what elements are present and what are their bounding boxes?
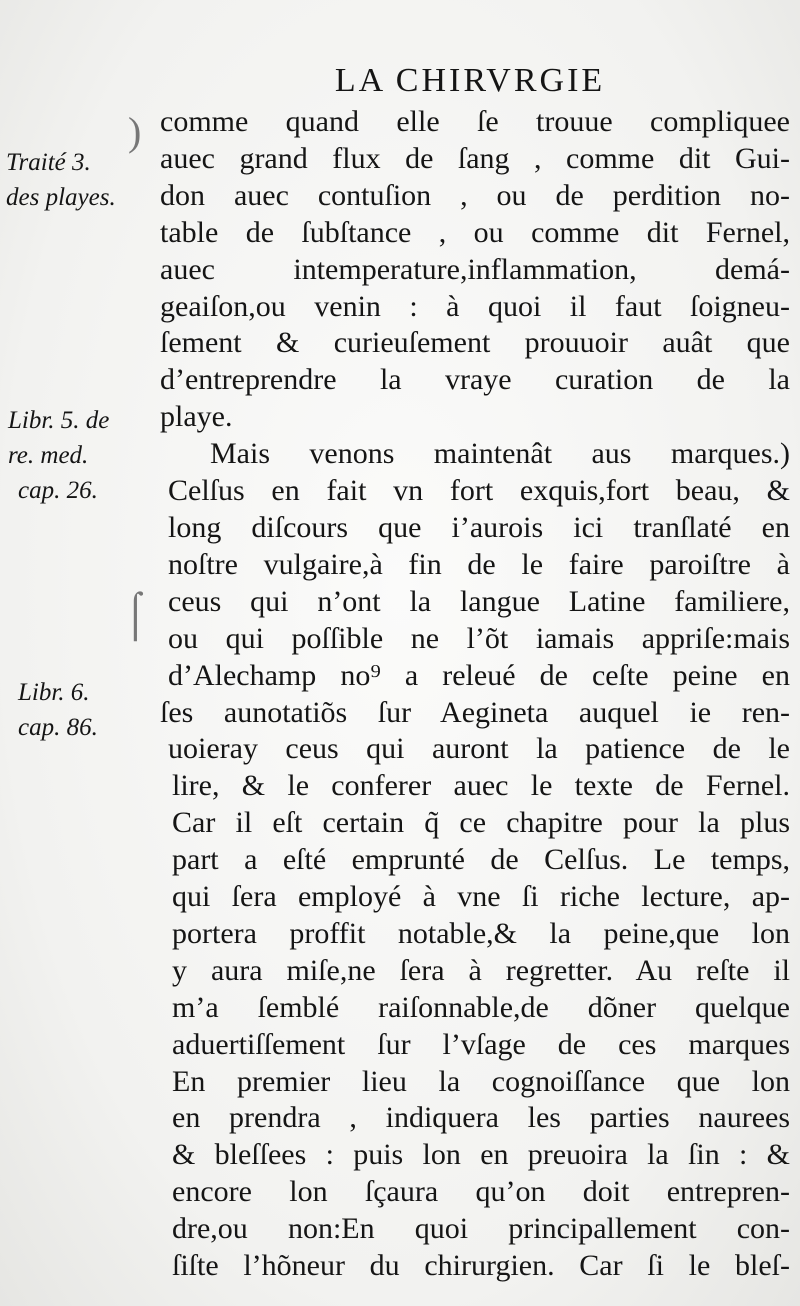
text-line: auec grand flux de ſang , comme dit Gui-	[160, 141, 790, 175]
text-line: En premier lieu la cognoiſſance que lon	[172, 1064, 790, 1098]
margin-bracket-mark: ⌠	[122, 589, 149, 638]
margin-note	[8, 403, 109, 508]
margin-note-line: Traité 3.	[6, 149, 91, 176]
text-line: y aura miſe,ne ſera à regretter. Au reſte il	[172, 953, 790, 987]
text-line: don auec contuſion , ou de perdition no-	[160, 178, 790, 212]
margin-note-line: cap. 26.	[18, 477, 98, 504]
text-line: ſiſte l’hõneur du chirurgien. Car ſi le bleſ-	[172, 1249, 790, 1283]
text-line: d’Alechamp no⁹ a releué de ceſte peine en	[168, 658, 790, 692]
text-line: playe.	[160, 400, 233, 434]
text-line: d’entreprendre la vraye curation de la	[160, 363, 790, 397]
text-line: aduertiſſement ſur l’vſage de ces marques	[172, 1027, 790, 1061]
body-text	[160, 104, 790, 1285]
text-line: comme quand elle ſe trouue compliquee	[160, 105, 790, 138]
text-line: ſement & curieuſement prouuoir auât que	[160, 326, 790, 360]
margin-note-line: des playes.	[6, 184, 116, 211]
text-line: dre,ou non:En quoi principallement con-	[172, 1212, 790, 1246]
text-line: geaiſon,ou venin : à quoi il faut ſoigneu-	[160, 289, 790, 323]
text-line: part a eſté emprunté de Celſus. Le temps,	[172, 843, 790, 877]
text-line: long diſcours que i’aurois ici tranſlaté en	[168, 510, 790, 544]
text-line: auec intemperature,inflammation, demá-	[160, 252, 790, 286]
margin-note-line: Libr. 6.	[18, 679, 90, 706]
margin-note	[6, 145, 116, 215]
text-line: Car il eſt certain q̃ ce chapitre pour la plus	[172, 806, 790, 840]
text-line: Mais venons maintenât aus marques.)	[210, 437, 790, 471]
text-line: ſes aunotatiõs ſur Aegineta auquel ie ren-	[160, 695, 790, 729]
text-line: qui ſera employé à vne ſi riche lecture, ap-	[172, 880, 790, 914]
text-line: m’a ſemblé raiſonnable,de dõner quelque	[172, 990, 790, 1024]
margin-note-line: cap. 86.	[18, 714, 98, 741]
margin-note-line: re. med.	[8, 442, 89, 469]
text-line: & bleſſees : puis lon en preuoira la ſin : &	[172, 1138, 790, 1172]
text-line: lire, & le conferer auec le texte de Fernel.	[172, 769, 790, 803]
text-line: ceus qui n’ont la langue Latine familiere,	[168, 584, 790, 618]
margin-bracket-mark: )	[128, 109, 142, 154]
margin-note	[18, 675, 98, 745]
text-line: ou qui poſſible ne l’õt iamais appriſe:mais	[168, 621, 790, 655]
text-line: encore lon ſçaura qu’on doit entrepren-	[172, 1175, 790, 1209]
text-line: noſtre vulgaire,à fin de le faire paroiſtre à	[168, 547, 790, 581]
margin-note-line: Libr. 5. de	[8, 407, 110, 434]
text-line: uoieray ceus qui auront la patience de le	[168, 732, 790, 766]
running-head: LA CHIRVRGIE	[334, 62, 606, 99]
text-line: en prendra , indiquera les parties naurees	[172, 1101, 790, 1135]
text-line: Celſus en fait vn fort exquis,fort beau, &	[168, 474, 790, 508]
text-line: portera proffit notable,& la peine,que lon	[172, 916, 790, 950]
text-line: table de ſubſtance , ou comme dit Fernel,	[160, 215, 790, 249]
